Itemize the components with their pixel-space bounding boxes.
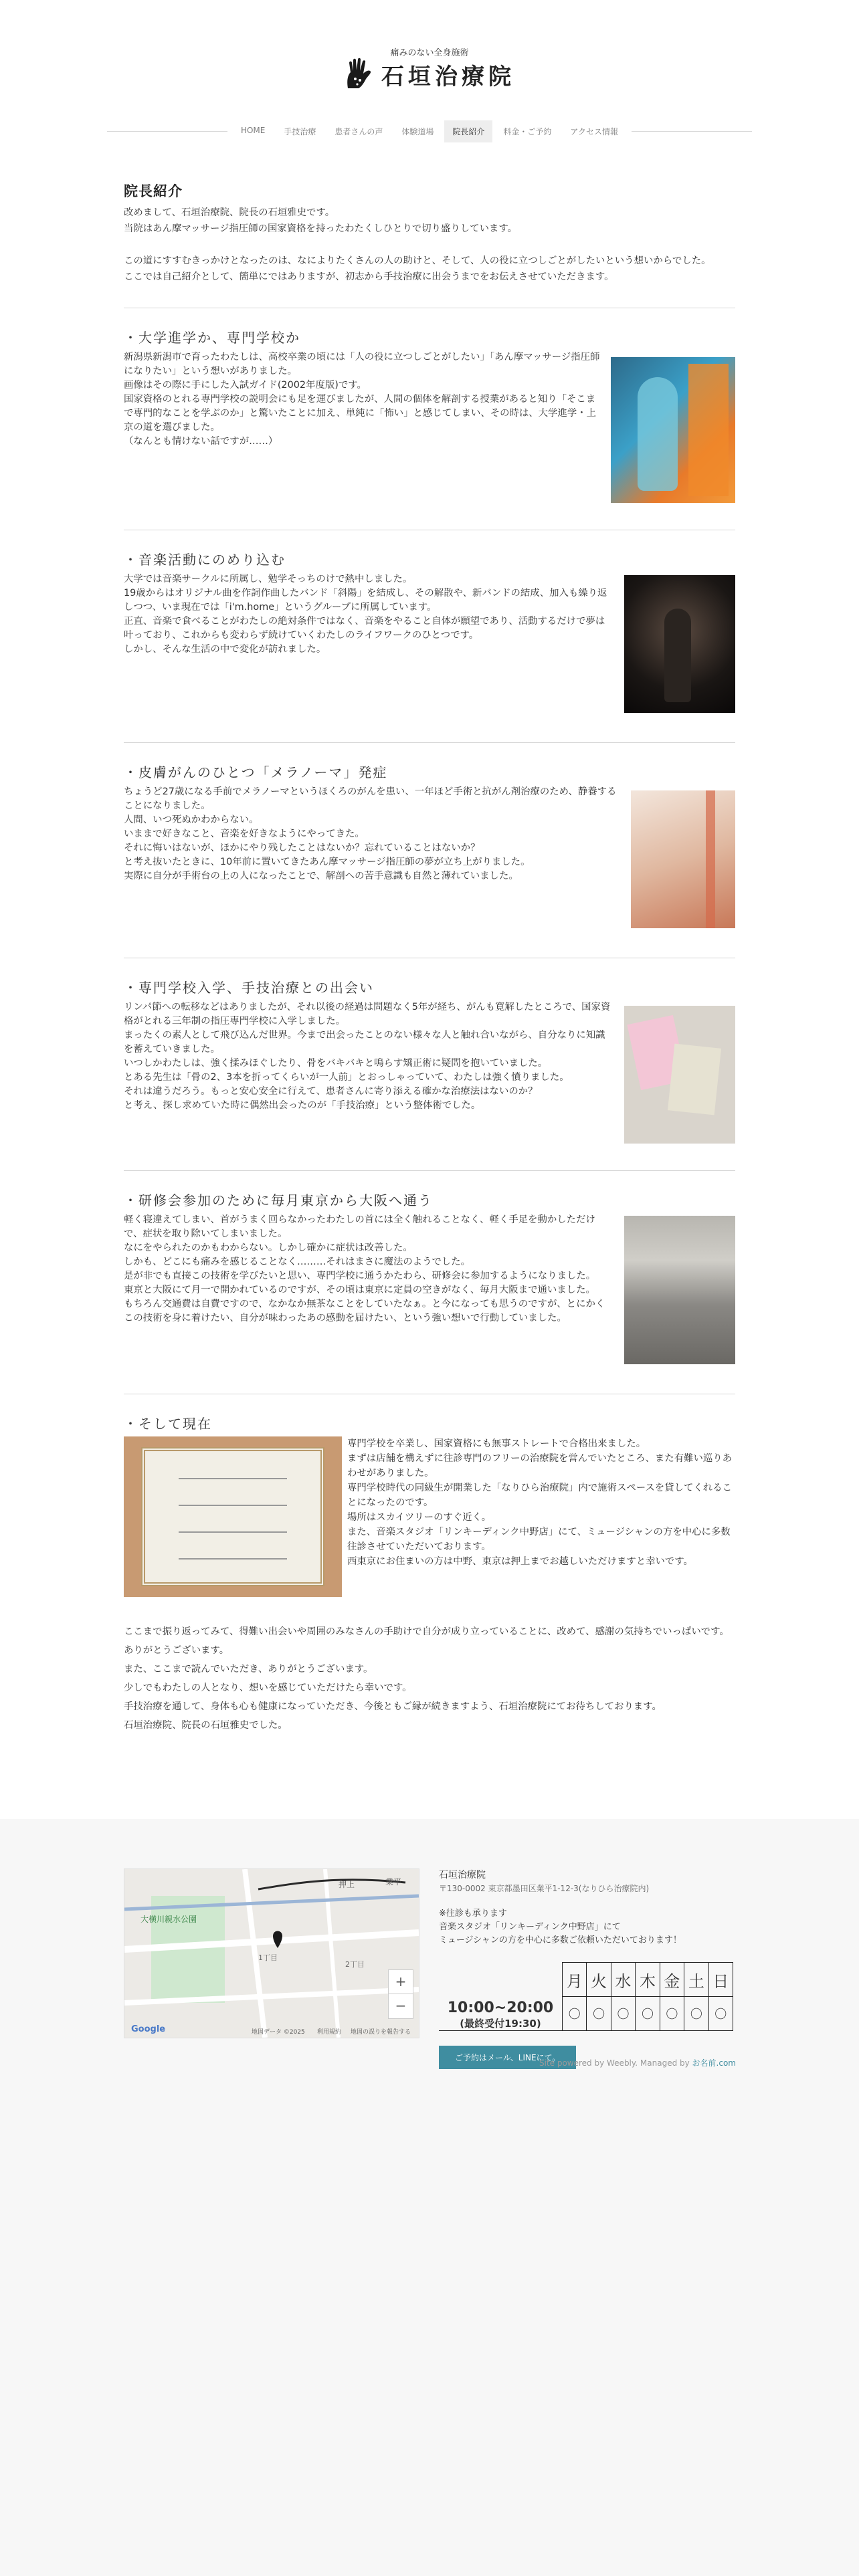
map-label: 押上 <box>339 1880 355 1889</box>
section-text: ちょうど27歳になる手前でメラノーマというほくろのがんを患い、一年ほど手術と抗がん剤治療のため、静養することになりました。 人間、いつ死ぬかわからない。 いままで好きなこと、音楽を好きなようにやってきた。 それに悔いはないが、ほかにやり残したことはないか？忘れていることはないか？ と考え抜いたときに、10年前に置いてきたあん摩マッサージ指圧師の夢が立ち上がりました。 実際に自分が手術台の上の人になったことで、解剖への苦手意識も自然と薄れていました。 <box>124 786 617 881</box>
day-cell: 金 <box>660 1963 684 1997</box>
clinic-name: 石垣治療院 <box>439 1870 486 1881</box>
hours-cell <box>439 1963 563 2031</box>
section-title: ・音楽活動にのめり込む <box>124 552 286 568</box>
nav-item-director[interactable]: 院長紹介 <box>444 120 492 142</box>
amulet-cards-photo <box>624 1006 735 1144</box>
day-cell: 水 <box>611 1963 635 1997</box>
section-melanoma <box>124 762 735 928</box>
map-label: 業平 <box>385 1877 402 1887</box>
day-cell: 月 <box>563 1963 587 1997</box>
map-terms-link[interactable]: 利用規約 <box>317 2029 342 2036</box>
nav-item-testimonials[interactable]: 患者さんの声 <box>335 126 383 136</box>
open-mark: 〇 <box>684 1997 708 2031</box>
open-mark: 〇 <box>611 1997 635 2031</box>
iv-drip-photo <box>631 790 735 928</box>
house-call-note: ※往診も承ります 音楽スタジオ「リンキーディンク中野店」にて ミュージシャンの方を中心に多数ご依頼いただいております！ <box>439 1909 682 1945</box>
live-performance-photo <box>624 575 735 713</box>
section-title: ・そして現在 <box>124 1416 212 1432</box>
zoom-in-button[interactable]: + <box>388 1969 413 1995</box>
tagline: 痛みのない全身施術 <box>390 48 469 58</box>
nav-item-home[interactable]: HOME <box>240 125 266 135</box>
open-mark: 〇 <box>660 1997 684 2031</box>
map-attribution: 地図データ ©2025 <box>252 2029 305 2036</box>
map-label: 1丁目 <box>258 1953 278 1962</box>
main-nav <box>107 118 752 144</box>
section-text: 専門学校を卒業し、国家資格にも無事ストレートで合格出来ました。 まずは店舗を構えずに往診専門のフリーの治療院を営んでいたところ、また有難い巡りあわせがありました。 専門学校時代の同級生が開業した「なりひら治療院」内で施術スペースを貸してくれることになったのです。 場所はスカイツリーのすぐ近く。 また、音楽スタジオ「リンキーディンク中野店」にて、ミュージシャンの方を中心に多数往診させていただいております。 西東京にお住まいの方は中野、東京は押上までお越しいただけますと幸いです。 <box>347 1438 733 1567</box>
closing-text: ここまで振り返ってみて、得難い出会いや周囲のみなさんの手助けで自分が成り立っていることに、改めて、感謝の気持ちでいっぱいです。ありがとうございます。 また、ここまで読んでいただき、ありがとうございます。 少しでもわたしの人となり、想いを感じていただけたら幸いです。 手技治療を通して、身体も心も健康になっていただき、今後ともご縁が続きますよう、石垣治療院にてお待ちしております。 石垣治療院、院長の石垣雅史でした。 <box>124 1626 729 1731</box>
google-logo: Google <box>131 2024 166 2034</box>
nav-item-dojo[interactable]: 体験道場 <box>401 126 434 136</box>
license-certificate-photo <box>124 1436 342 1597</box>
zoom-out-button[interactable]: − <box>388 1994 413 2019</box>
day-cell: 土 <box>684 1963 708 1997</box>
section-university <box>124 327 735 503</box>
section-school <box>124 977 735 1144</box>
day-cell: 日 <box>708 1963 733 1997</box>
intro-text: 改めまして、石垣治療院、院長の石垣雅史です。 当院はあん摩マッサージ指圧師の国家資格を持ったわたくしひとりで切り盛りしています。 この道にすすむきっかけとなったのは、なによりたくさんの人の助けと、そして、人の役に立つしごとがしたいという想いからでした。 ここでは自己紹介として、簡単にではありますが、初志から手技治療に出会うまでをお伝えさせていただきます。 <box>124 207 711 282</box>
section-title: ・研修会参加のために毎月東京から大阪へ通う <box>124 1192 433 1208</box>
onamae-link[interactable]: お名前.com <box>692 2058 736 2068</box>
clinic-address: 〒130-0002 東京都墨田区業平1-12-3(なりひら治療院内) <box>439 1884 650 1893</box>
open-mark: 〇 <box>563 1997 587 2031</box>
nav-item-access[interactable]: アクセス情報 <box>570 126 619 136</box>
main-content <box>124 181 735 1735</box>
section-title: ・大学進学か、専門学校か <box>124 330 300 346</box>
section-title: ・皮膚がんのひとつ「メラノーマ」発症 <box>124 764 388 780</box>
map-label: 大横川親水公園 <box>140 1915 197 1924</box>
seminar-room-photo <box>624 1216 735 1364</box>
hand-logo-icon <box>344 58 373 91</box>
open-mark: 〇 <box>587 1997 611 2031</box>
exam-guide-photo <box>611 357 735 503</box>
day-cell: 火 <box>587 1963 611 1997</box>
site-header <box>0 0 859 100</box>
nav-item-pricing[interactable]: 料金・ご予約 <box>503 126 552 136</box>
nav-divider-left <box>107 131 227 132</box>
business-hours-table <box>439 1962 733 2031</box>
hours-main: 10:00~20:00 <box>447 2000 554 2016</box>
open-mark: 〇 <box>708 1997 733 2031</box>
nav-divider-right <box>632 131 752 132</box>
section-text: リンパ節への転移などはありましたが、それ以後の経過は問題なく5年が経ち、がんも寛解したところで、国家資格がとれる三年制の指圧専門学校に入学しました。 まったくの素人として飛び込んだ世界。今まで出会ったことのない様々な人と触れ合いながら、自分なりに知識を蓄えていきました。 いつしかわたしは、強く揉みほぐしたり、骨をバキバキと鳴らす矯正術に疑問を抱いていました。 とある先生は「骨の2、3本を折ってくらいが一人前」とおっしゃっていて、わたしは強く憤りました。 それは違うだろう。もっと安心安全に行えて、患者さんに寄り添える確かな治療法はないのか？ と考え、探し求めていた時に偶然出会ったのが「手技治療」という整体術でした。 <box>124 1002 611 1111</box>
section-music <box>124 549 735 713</box>
site-footer <box>0 1819 859 2576</box>
hours-sub: (最終受付19:30) <box>460 2018 541 2030</box>
section-text: 大学では音楽サークルに所属し、勉学そっちのけで熱中しました。 19歳からはオリジナル曲を作詞作曲したバンド「斜陽」を結成し、その解散や、新バンドの結成、加入も繰り返しつつ、いま現在では「i'm.home」というグループに所属しています。 正直、音楽で食べることがわたしの絶対条件ではなく、音楽をやること自体が願望であり、活動するだけで夢は叶っており、これからも変わらず続けていくわたしのライフワークのひとつです。 しかし、そんな生活の中で変化が訪れました。 <box>124 574 607 655</box>
divider <box>124 1170 735 1171</box>
logo-text: 石垣治療院 <box>381 63 515 90</box>
section-text: 新潟県新潟市で育ったわたしは、高校卒業の頃には「人の役に立つしごとがしたい」「あん摩マッサージ指圧師になりたい」という想いがありました。 画像はその際に手にした入試ガイド(2002年度版)です。 国家資格のとれる専門学校の説明会にも足を運びましたが、人間の個体を解剖する授業があると知り「そこまで専門的なことを学ぶのか」と驚いたことに加え、単純に「怖い」と感じてしまい、その時は、大学進学・上京の道を選びました。 （なんとも情けない話ですが……） <box>124 352 600 447</box>
nav-item-treatment[interactable]: 手技治療 <box>284 126 316 136</box>
section-now <box>124 1413 735 1735</box>
map-report-link[interactable]: 地図の誤りを報告する <box>351 2029 411 2036</box>
section-seminar <box>124 1190 735 1364</box>
day-cell: 木 <box>636 1963 660 1997</box>
section-title: ・専門学校入学、手技治療との出会い <box>124 980 374 996</box>
divider <box>124 742 735 743</box>
map-label: 2丁目 <box>345 1960 365 1969</box>
page-title: 院長紹介 <box>124 183 183 199</box>
reservation-button[interactable]: ご予約はメール、LINEにて。 <box>439 2046 576 2069</box>
logo[interactable] <box>0 58 859 91</box>
location-map[interactable] <box>124 1868 419 2038</box>
open-mark: 〇 <box>636 1997 660 2031</box>
clinic-info <box>439 1868 736 2069</box>
powered-text: Site powered by Weebly. Managed by <box>539 2058 692 2068</box>
powered-by <box>539 2057 736 2068</box>
section-text: 軽く寝違えてしまい、首がうまく回らなかったわたしの首には全く触れることなく、軽く手足を動かしただけで、症状を取り除いてしまいました。 なにをやられたのかもわからない。しかし確かに症状は改善した。 しかも、どこにも痛みを感じることなく………それはまさに魔法のようでした。 是が非でも直接この技術を学びたいと思い、専門学校に通うかたわら、研修会に参加するようになりました。 東京と大阪にて月一で開かれているのですが、その頃は東京に定員の空きがなく、毎月大阪まで通いました。 もちろん交通費は自費ですので、なかなか無茶なことをしていたなぁ。と今になっても思うのですが、とにかくこの技術を身に着けたい、自分が味わったあの感動を届けたい、という強い想いで行動していました。 <box>124 1214 605 1323</box>
